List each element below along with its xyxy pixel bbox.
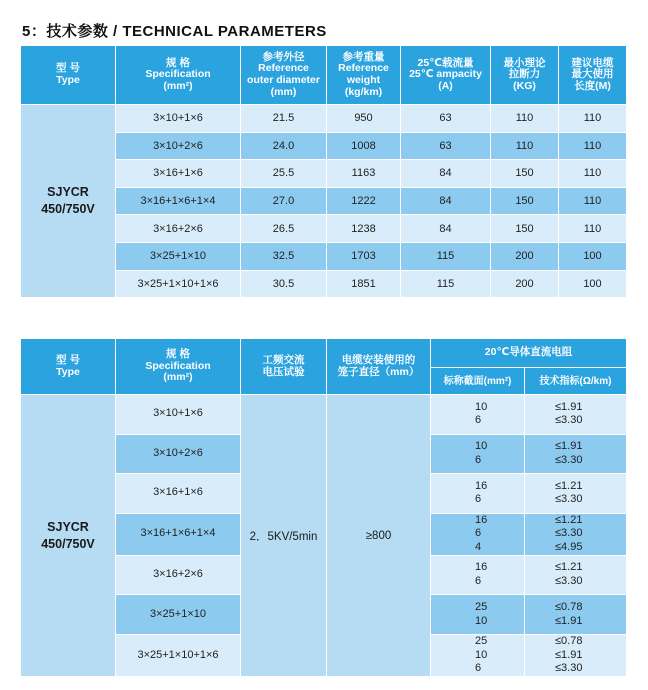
ampacity-cell: 63 <box>401 105 491 133</box>
spec-cell: 3×10+1×6 <box>116 395 241 435</box>
technical-index-cell: ≤1.21 ≤3.30 ≤4.95 <box>525 513 627 555</box>
section-title: 5：技术参数 / TECHNICAL PARAMETERS <box>22 23 327 40</box>
header2-type: 型 号 Type <box>21 339 116 395</box>
max-length-cell: 110 <box>559 160 627 188</box>
outer-diameter-cell: 21.5 <box>241 105 327 133</box>
ampacity-cell: 84 <box>401 215 491 243</box>
weight-cell: 1008 <box>327 132 401 160</box>
technical-index-cell: ≤1.21 ≤3.30 <box>525 474 627 514</box>
weight-cell: 1222 <box>327 187 401 215</box>
max-length-cell: 100 <box>559 242 627 270</box>
nominal-section-cell: 16 6 4 <box>431 513 525 555</box>
breaking-force-cell: 110 <box>491 132 559 160</box>
spec-cell: 3×16+1×6+1×4 <box>116 513 241 555</box>
weight-cell: 1163 <box>327 160 401 188</box>
ampacity-cell: 84 <box>401 160 491 188</box>
nominal-section-cell: 25 10 <box>431 595 525 635</box>
max-length-cell: 110 <box>559 187 627 215</box>
outer-diameter-cell: 25.5 <box>241 160 327 188</box>
ampacity-cell: 115 <box>401 242 491 270</box>
header2-specification: 规 格 Specification (mm²) <box>116 339 241 395</box>
header-max-length: 建议电缆 最大使用 长度(M) <box>559 46 627 105</box>
breaking-force-cell: 110 <box>491 105 559 133</box>
outer-diameter-cell: 26.5 <box>241 215 327 243</box>
header-ampacity: 25℃载流量 25℃ ampacity (A) <box>401 46 491 105</box>
type-cell: SJYCR 450/750V <box>21 395 116 677</box>
spec-cell: 3×25+1×10 <box>116 595 241 635</box>
outer-diameter-cell: 24.0 <box>241 132 327 160</box>
ampacity-cell: 115 <box>401 270 491 298</box>
voltage-test-cell: 2．5KV/5min <box>241 395 327 677</box>
breaking-force-cell: 200 <box>491 242 559 270</box>
outer-diameter-cell: 32.5 <box>241 242 327 270</box>
type-cell: SJYCR 450/750V <box>21 105 116 298</box>
spec-cell: 3×25+1×10 <box>116 242 241 270</box>
weight-cell: 950 <box>327 105 401 133</box>
header2-nominal-section: 标称截面(mm²) <box>431 368 525 395</box>
max-length-cell: 100 <box>559 270 627 298</box>
nominal-section-cell: 10 6 <box>431 395 525 435</box>
table-row <box>21 105 627 133</box>
spec-cell: 3×16+1×6+1×4 <box>116 187 241 215</box>
header-outer-diameter: 参考外径 Reference outer diameter (mm) <box>241 46 327 105</box>
spec-cell: 3×10+2×6 <box>116 434 241 474</box>
outer-diameter-cell: 30.5 <box>241 270 327 298</box>
spec-cell: 3×16+2×6 <box>116 215 241 243</box>
technical-parameters-table <box>20 45 627 298</box>
technical-index-cell: ≤1.91 ≤3.30 <box>525 434 627 474</box>
breaking-force-cell: 150 <box>491 160 559 188</box>
ampacity-cell: 63 <box>401 132 491 160</box>
max-length-cell: 110 <box>559 132 627 160</box>
spec-cell: 3×10+2×6 <box>116 132 241 160</box>
technical-index-cell: ≤1.91 ≤3.30 <box>525 395 627 435</box>
nominal-section-cell: 16 6 <box>431 555 525 595</box>
table-row <box>21 395 627 435</box>
spec-cell: 3×25+1×10+1×6 <box>116 634 241 676</box>
header-specification: 规 格 Specification (mm²) <box>116 46 241 105</box>
ampacity-cell: 84 <box>401 187 491 215</box>
breaking-force-cell: 200 <box>491 270 559 298</box>
nominal-section-cell: 16 6 <box>431 474 525 514</box>
weight-cell: 1851 <box>327 270 401 298</box>
header2-cage-diameter: 电缆安装使用的 笼子直径（mm） <box>327 339 431 395</box>
spec-cell: 3×10+1×6 <box>116 105 241 133</box>
max-length-cell: 110 <box>559 215 627 243</box>
cage-diameter-cell: ≥800 <box>327 395 431 677</box>
spec-cell: 3×16+2×6 <box>116 555 241 595</box>
table1-header-row <box>21 46 627 105</box>
breaking-force-cell: 150 <box>491 215 559 243</box>
nominal-section-cell: 10 6 <box>431 434 525 474</box>
table2-header-row <box>21 339 627 368</box>
spec-cell: 3×16+1×6 <box>116 474 241 514</box>
header2-technical-index: 技术指标(Ω/km) <box>525 368 627 395</box>
technical-index-cell: ≤0.78 ≤1.91 <box>525 595 627 635</box>
technical-index-cell: ≤0.78 ≤1.91 ≤3.30 <box>525 634 627 676</box>
weight-cell: 1703 <box>327 242 401 270</box>
header2-resistance-group: 20℃导体直流电阻 <box>431 339 627 368</box>
technical-index-cell: ≤1.21 ≤3.30 <box>525 555 627 595</box>
weight-cell: 1238 <box>327 215 401 243</box>
header2-voltage-test: 工频交流 电压试验 <box>241 339 327 395</box>
resistance-parameters-table <box>20 338 627 677</box>
header-breaking-force: 最小理论 拉断力 (KG) <box>491 46 559 105</box>
max-length-cell: 110 <box>559 105 627 133</box>
nominal-section-cell: 25 10 6 <box>431 634 525 676</box>
spec-cell: 3×16+1×6 <box>116 160 241 188</box>
header-type: 型 号 Type <box>21 46 116 105</box>
outer-diameter-cell: 27.0 <box>241 187 327 215</box>
header-weight: 参考重量 Reference weight (kg/km) <box>327 46 401 105</box>
breaking-force-cell: 150 <box>491 187 559 215</box>
spec-cell: 3×25+1×10+1×6 <box>116 270 241 298</box>
